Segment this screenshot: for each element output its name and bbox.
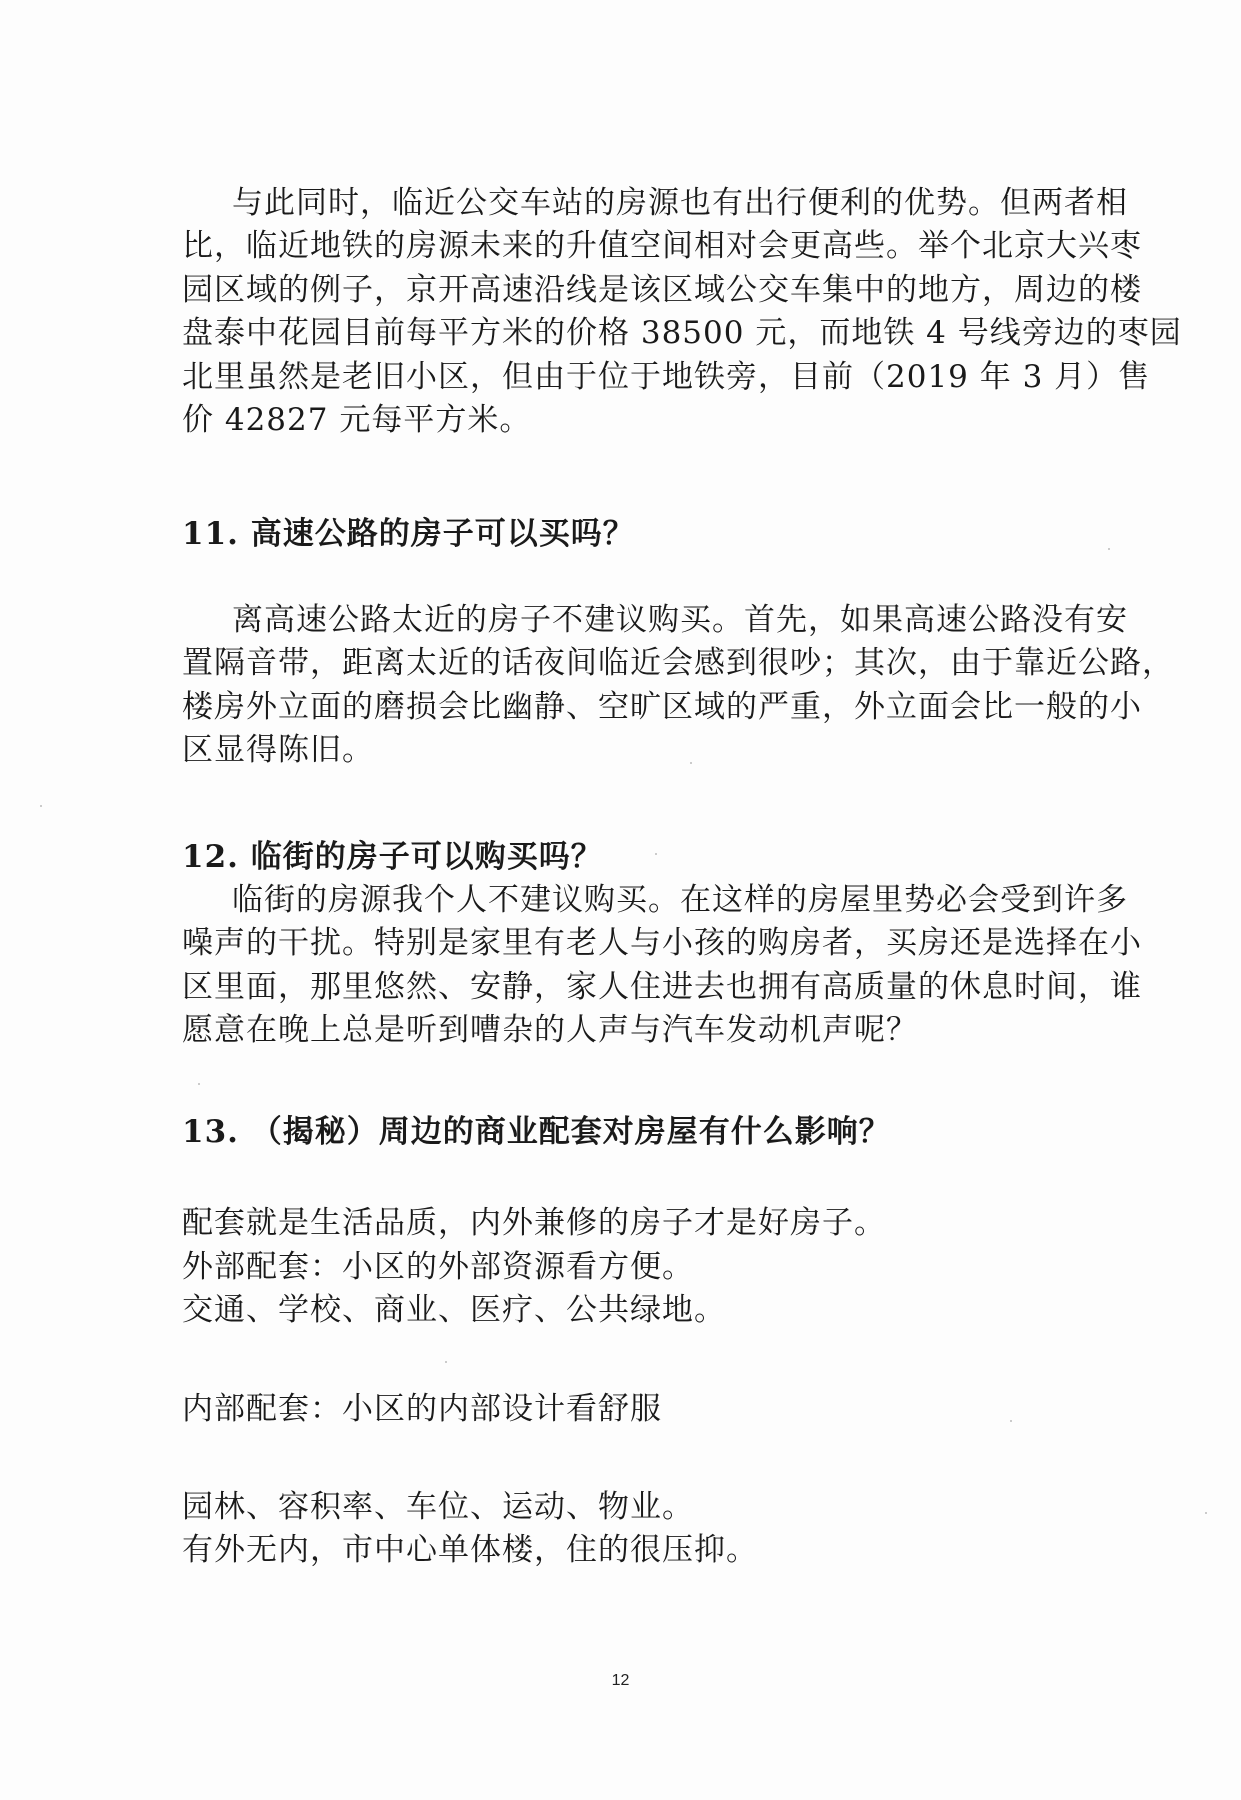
paragraph-line: 园区域的例子，京开高速沿线是该区域公交车集中的地方，周边的楼 <box>182 272 1142 308</box>
paragraph-line: 与此同时，临近公交车站的房源也有出行便利的优势。但两者相 <box>232 185 1128 221</box>
paragraph-line: 盘泰中花园目前每平方米的价格 38500 元，而地铁 4 号线旁边的枣园 <box>182 315 1182 351</box>
scan-speck <box>1010 1420 1012 1422</box>
paragraph-line: 离高速公路太近的房子不建议购买。首先，如果高速公路没有安 <box>232 602 1128 638</box>
paragraph-line: 愿意在晚上总是听到嘈杂的人声与汽车发动机声呢？ <box>182 1012 918 1048</box>
section-heading: 12. 临街的房子可以购买吗？ <box>182 839 603 875</box>
paragraph-line: 配套就是生活品质，内外兼修的房子才是好房子。 <box>182 1205 886 1241</box>
paragraph-line: 区显得陈旧。 <box>182 732 374 768</box>
scan-speck <box>1108 548 1110 550</box>
paragraph-line: 比，临近地铁的房源未来的升值空间相对会更高些。举个北京大兴枣 <box>182 228 1142 264</box>
paragraph-line: 交通、学校、商业、医疗、公共绿地。 <box>182 1292 726 1328</box>
paragraph-line: 楼房外立面的磨损会比幽静、空旷区域的严重，外立面会比一般的小 <box>182 689 1142 725</box>
scan-speck <box>198 1083 200 1085</box>
scan-speck <box>1205 1512 1207 1514</box>
paragraph-line: 置隔音带，距离太近的话夜间临近会感到很吵；其次，由于靠近公路， <box>182 645 1174 681</box>
paragraph-line: 外部配套：小区的外部资源看方便。 <box>182 1249 694 1285</box>
section-heading: 13. （揭秘）周边的商业配套对房屋有什么影响？ <box>182 1114 891 1150</box>
paragraph-line: 区里面，那里悠然、安静，家人住进去也拥有高质量的休息时间，谁 <box>182 969 1142 1005</box>
paragraph-line: 园林、容积率、车位、运动、物业。 <box>182 1489 694 1525</box>
paragraph-line: 噪声的干扰。特别是家里有老人与小孩的购房者，买房还是选择在小 <box>182 925 1142 961</box>
section-heading: 11. 高速公路的房子可以买吗？ <box>182 516 635 552</box>
paragraph-line: 临街的房源我个人不建议购买。在这样的房屋里势必会受到许多 <box>232 882 1128 918</box>
scan-speck <box>690 762 692 764</box>
scan-speck <box>445 1361 447 1363</box>
paragraph-line: 有外无内，市中心单体楼，住的很压抑。 <box>182 1532 758 1568</box>
paragraph-line: 价 42827 元每平方米。 <box>182 402 532 438</box>
scan-speck <box>40 805 42 807</box>
paragraph-line: 内部配套：小区的内部设计看舒服 <box>182 1391 662 1427</box>
page-number: 12 <box>611 1672 630 1689</box>
paragraph-line: 北里虽然是老旧小区，但由于位于地铁旁，目前（2019 年 3 月）售 <box>182 359 1151 395</box>
scan-speck <box>655 853 657 855</box>
